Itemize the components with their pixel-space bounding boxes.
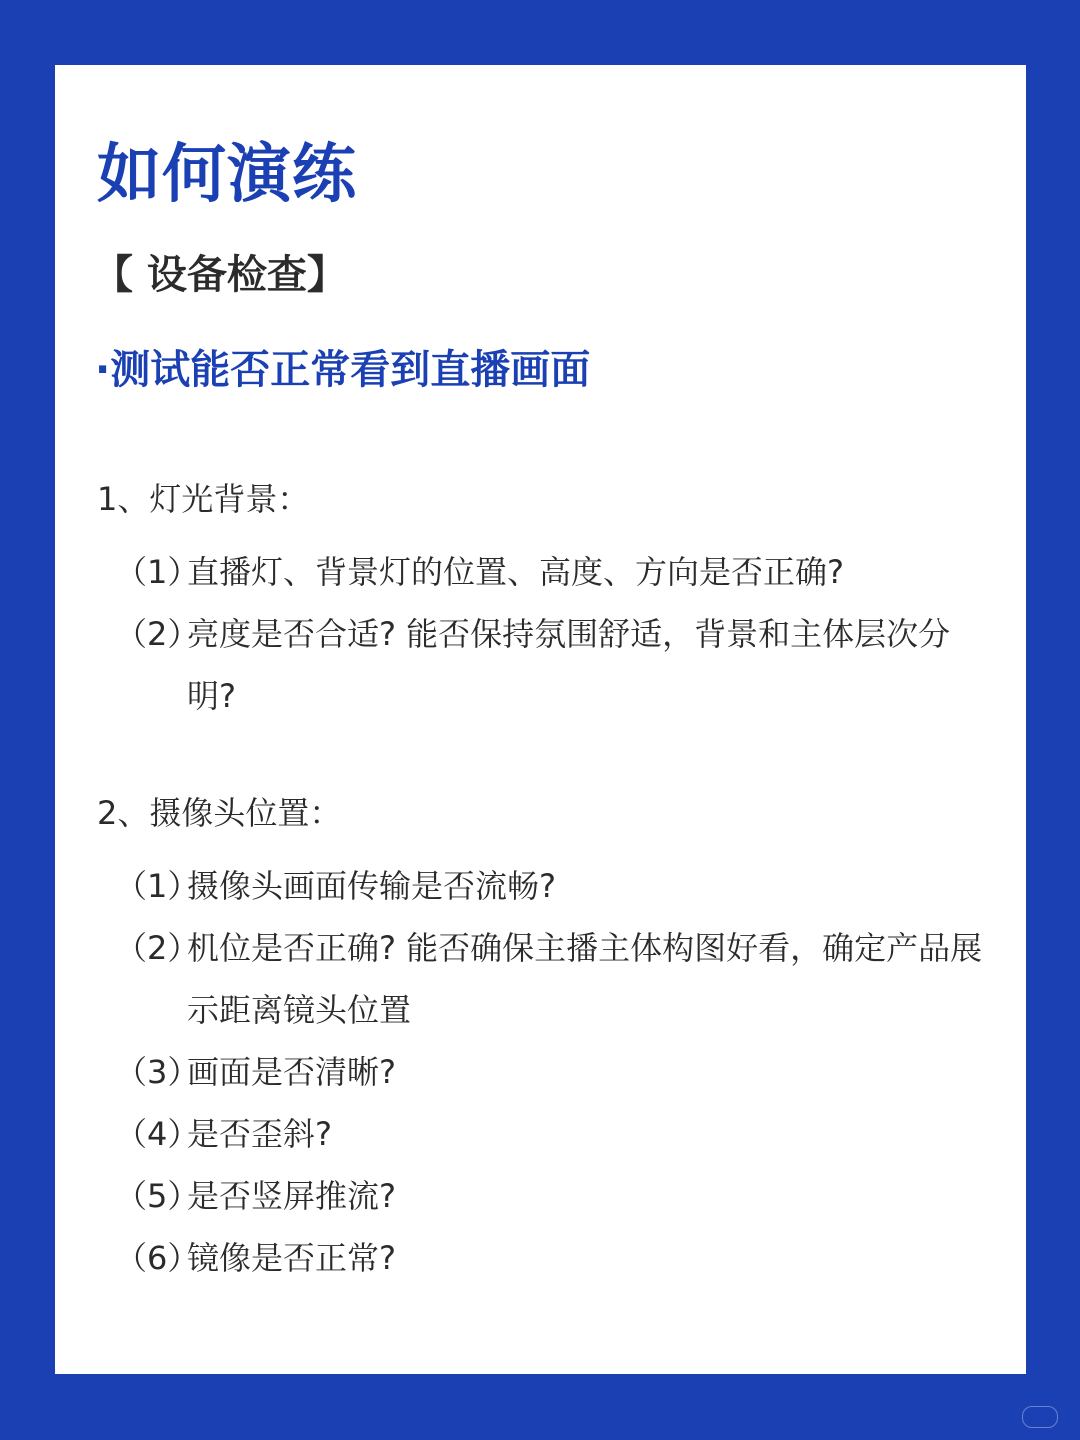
item-number: （4） [115,1115,200,1153]
list-item [97,1227,997,1289]
item-text: 机位是否正确? 能否确保主播主体构图好看，确定产品展示距离镜头位置 [187,929,983,1029]
item-number: （3） [115,1053,200,1091]
item-number: （5） [115,1177,200,1215]
list-item [97,1103,997,1165]
item-text: 亮度是否合适? 能否保持氛围舒适，背景和主体层次分明? [187,615,951,715]
list-item [97,1165,997,1227]
group-lighting [97,479,997,727]
list-item [97,541,997,603]
list-item [97,917,997,1041]
section-label: 【 设备检查】 [93,252,347,298]
list-item [97,855,997,917]
item-text: 是否竖屏推流? [187,1177,396,1215]
content-card [55,65,1026,1374]
item-text: 画面是否清晰? [187,1053,396,1091]
item-number: （2） [115,929,200,967]
group-heading: 1、灯光背景： [97,480,310,518]
item-text: 直播灯、背景灯的位置、高度、方向是否正确? [187,553,844,591]
list-item [97,1041,997,1103]
list-item [97,603,997,727]
item-number: （6） [115,1239,200,1277]
group-heading: 2、摄像头位置： [97,794,342,832]
item-number: （1） [115,867,200,905]
item-text: 镜像是否正常? [187,1239,396,1277]
item-text: 是否歪斜? [187,1115,332,1153]
item-number: （1） [115,553,200,591]
highlight-line: ·测试能否正常看到直播画面 [95,347,591,393]
item-text: 摄像头画面传输是否流畅? [187,867,556,905]
item-number: （2） [115,615,200,653]
group-camera [97,793,997,1289]
watermark-logo [1022,1406,1058,1428]
page-title: 如何演练 [97,138,357,212]
